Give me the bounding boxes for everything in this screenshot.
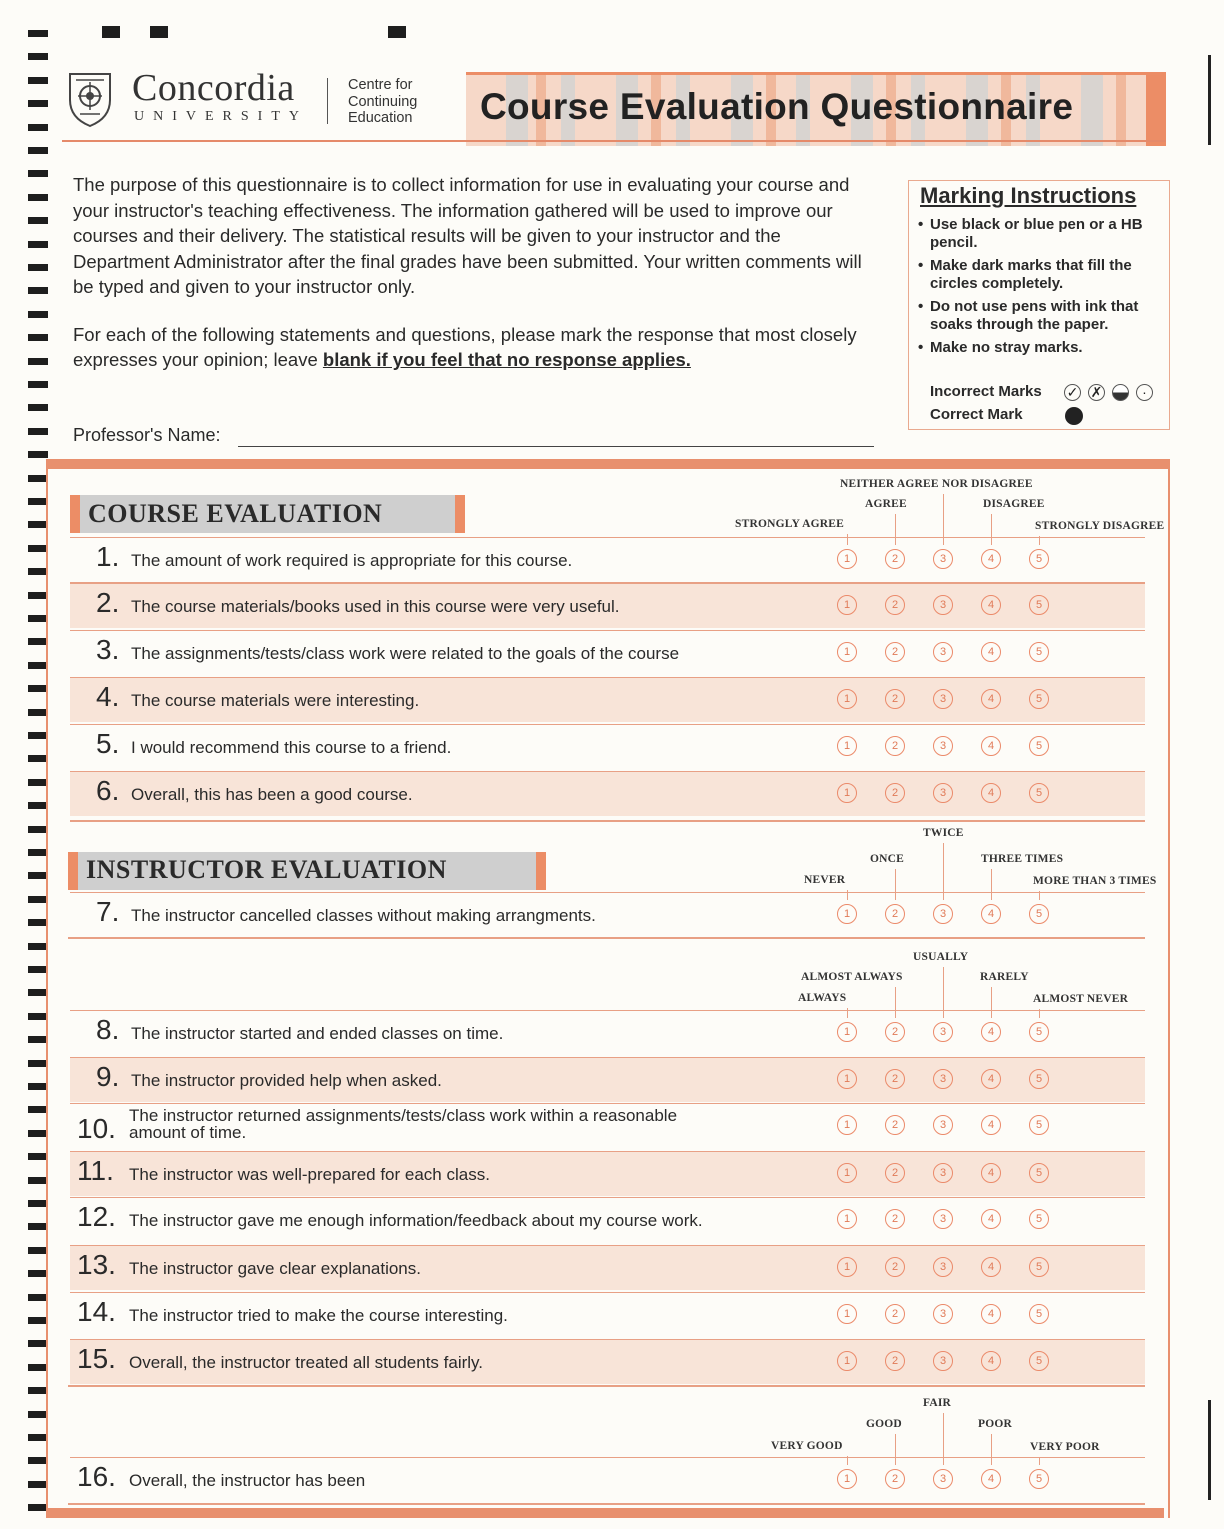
question-number: 1. bbox=[96, 541, 120, 572]
timing-mark bbox=[28, 989, 48, 996]
response-bubble-5[interactable]: 5 bbox=[1029, 783, 1049, 803]
timing-mark bbox=[28, 638, 48, 645]
response-bubble-2[interactable]: 2 bbox=[885, 1351, 905, 1371]
instruction-item: • Make no stray marks. bbox=[918, 339, 1164, 357]
instruction-item: • Do not use pens with ink that soaks through the paper. bbox=[918, 298, 1164, 333]
timing-mark bbox=[28, 194, 48, 201]
question-text: The instructor cancelled classes without making arrangments. bbox=[131, 906, 596, 925]
timing-mark bbox=[28, 1270, 48, 1277]
response-bubble-5[interactable]: 5 bbox=[1029, 1115, 1049, 1135]
timing-mark bbox=[28, 428, 48, 435]
response-bubble-5[interactable]: 5 bbox=[1029, 904, 1049, 924]
timing-mark bbox=[28, 241, 48, 248]
scale-label: POOR bbox=[978, 1418, 1013, 1430]
timing-mark bbox=[28, 170, 48, 177]
timing-mark bbox=[28, 1457, 48, 1464]
timing-mark bbox=[28, 124, 48, 131]
scale-label: NEVER bbox=[804, 874, 846, 886]
timing-mark bbox=[28, 358, 48, 365]
brand-name: Concordia bbox=[132, 67, 295, 109]
section-right-border bbox=[1168, 459, 1170, 1518]
question-text: Overall, the instructor treated all students fairly. bbox=[129, 1353, 484, 1372]
timing-mark bbox=[28, 755, 48, 762]
timing-mark bbox=[28, 919, 48, 926]
scale-label: TWICE bbox=[923, 827, 964, 839]
timing-mark bbox=[28, 1060, 48, 1067]
timing-mark bbox=[28, 779, 48, 786]
response-bubble-1[interactable]: 1 bbox=[837, 1351, 857, 1371]
response-bubble-3[interactable]: 3 bbox=[933, 904, 953, 924]
question-text: The amount of work required is appropriate for this course. bbox=[131, 551, 573, 570]
response-bubble-1[interactable]: 1 bbox=[837, 1069, 857, 1089]
response-bubble-3[interactable]: 3 bbox=[933, 595, 953, 615]
response-bubble-2[interactable]: 2 bbox=[885, 1257, 905, 1277]
question-number: 6. bbox=[96, 775, 120, 806]
timing-mark bbox=[28, 826, 48, 833]
check-mark-icon: ✓ bbox=[1064, 384, 1081, 401]
question-number: 12. bbox=[77, 1201, 116, 1232]
response-bubble-4[interactable]: 4 bbox=[981, 1351, 1001, 1371]
response-bubble-2[interactable]: 2 bbox=[885, 549, 905, 569]
scale-label: GOOD bbox=[866, 1418, 902, 1430]
professor-name-label: Professor's Name: bbox=[73, 425, 221, 445]
scale-label: ONCE bbox=[870, 853, 905, 865]
response-bubble-1[interactable]: 1 bbox=[837, 595, 857, 615]
response-bubble-4[interactable]: 4 bbox=[981, 642, 1001, 662]
timing-mark bbox=[28, 662, 48, 669]
scale-label: VERY POOR bbox=[1030, 1441, 1100, 1453]
correct-mark-label: Correct Mark bbox=[930, 406, 1023, 423]
response-bubble-1[interactable]: 1 bbox=[837, 1304, 857, 1324]
timing-mark bbox=[28, 545, 48, 552]
timing-mark bbox=[28, 1130, 48, 1137]
scale-label: THREE TIMES bbox=[981, 853, 1064, 865]
marking-instructions-list bbox=[918, 216, 1164, 363]
brand-subtitle: UNIVERSITY bbox=[134, 109, 308, 124]
question-number: 3. bbox=[96, 634, 120, 665]
question-number: 4. bbox=[96, 681, 120, 712]
question-text: The instructor gave clear explanations. bbox=[129, 1259, 421, 1278]
timing-mark bbox=[28, 1340, 48, 1347]
timing-mark bbox=[28, 1504, 48, 1511]
question-number: 11. bbox=[77, 1155, 114, 1186]
timing-mark bbox=[28, 802, 48, 809]
timing-mark bbox=[28, 732, 48, 739]
response-bubble-4[interactable]: 4 bbox=[981, 783, 1001, 803]
intro-paragraph-2 bbox=[73, 322, 873, 373]
response-bubble-3[interactable]: 3 bbox=[933, 642, 953, 662]
intro-emphasis: blank if you feel that no response applies. bbox=[322, 349, 691, 370]
scale-label: ALMOST NEVER bbox=[1033, 993, 1129, 1005]
timing-mark bbox=[28, 1223, 48, 1230]
timing-mark bbox=[28, 287, 48, 294]
instruction-item: • Use black or blue pen or a HB pencil. bbox=[918, 216, 1164, 251]
timing-mark bbox=[28, 1411, 48, 1418]
response-bubble-2[interactable]: 2 bbox=[885, 783, 905, 803]
response-bubble-3[interactable]: 3 bbox=[933, 1469, 953, 1489]
timing-mark bbox=[28, 1387, 48, 1394]
response-bubble-5[interactable]: 5 bbox=[1029, 642, 1049, 662]
response-bubble-1[interactable]: 1 bbox=[837, 904, 857, 924]
scale-label: ALMOST ALWAYS bbox=[801, 971, 903, 983]
question-text: The instructor provided help when asked. bbox=[131, 1071, 442, 1090]
registration-mark bbox=[1208, 55, 1211, 145]
timing-mark bbox=[28, 1294, 48, 1301]
timing-mark bbox=[28, 943, 48, 950]
row-divider bbox=[68, 1385, 1145, 1387]
response-bubble-1[interactable]: 1 bbox=[837, 1163, 857, 1183]
timing-mark bbox=[28, 568, 48, 575]
response-bubble-3[interactable]: 3 bbox=[933, 1209, 953, 1229]
timing-mark bbox=[28, 1481, 48, 1488]
timing-mark bbox=[28, 217, 48, 224]
intro-text bbox=[73, 172, 873, 395]
timing-mark bbox=[28, 1036, 48, 1043]
response-bubble-5[interactable]: 5 bbox=[1029, 736, 1049, 756]
response-bubble-4[interactable]: 4 bbox=[981, 1257, 1001, 1277]
registration-mark bbox=[388, 26, 406, 38]
response-bubble-3[interactable]: 3 bbox=[933, 549, 953, 569]
section-bottom-band bbox=[46, 1508, 1164, 1518]
timing-mark bbox=[28, 1013, 48, 1020]
response-bubble-5[interactable]: 5 bbox=[1029, 1351, 1049, 1371]
header-divider bbox=[327, 78, 328, 124]
response-bubble-3[interactable]: 3 bbox=[933, 1022, 953, 1042]
response-bubble-3[interactable]: 3 bbox=[933, 1115, 953, 1135]
scale-label: MORE THAN 3 TIMES bbox=[1033, 875, 1157, 887]
timing-mark bbox=[28, 475, 48, 482]
incorrect-marks-label: Incorrect Marks bbox=[930, 383, 1042, 400]
response-bubble-5[interactable]: 5 bbox=[1029, 549, 1049, 569]
response-bubble-3[interactable]: 3 bbox=[933, 1304, 953, 1324]
timing-mark bbox=[28, 521, 48, 528]
timing-mark bbox=[28, 1434, 48, 1441]
question-text: Overall, this has been a good course. bbox=[131, 785, 413, 804]
timing-mark bbox=[28, 896, 48, 903]
section-top-band bbox=[46, 459, 1170, 469]
row-divider bbox=[68, 937, 1145, 939]
question-text: I would recommend this course to a friend. bbox=[131, 738, 452, 757]
intro-paragraph-1: The purpose of this questionnaire is to collect information for use in evaluating your course and your instructor's teaching effectiveness. The information gathered will be used to improve our courses and their delivery. The statistical results will be given to your instructor and the Department Administrator after the final grades have been submitted. Your written comments will be typed and given to your instructor only. bbox=[73, 174, 862, 297]
response-bubble-2[interactable]: 2 bbox=[885, 1163, 905, 1183]
response-bubble-4[interactable]: 4 bbox=[981, 1209, 1001, 1229]
response-bubble-1[interactable]: 1 bbox=[837, 1115, 857, 1135]
response-bubble-3[interactable]: 3 bbox=[933, 1163, 953, 1183]
question-number: 2. bbox=[96, 587, 120, 618]
filled-circle-icon bbox=[1065, 407, 1083, 425]
response-bubble-5[interactable]: 5 bbox=[1029, 1257, 1049, 1277]
timing-mark bbox=[28, 264, 48, 271]
response-bubble-2[interactable]: 2 bbox=[885, 1209, 905, 1229]
response-bubble-2[interactable]: 2 bbox=[885, 904, 905, 924]
response-bubble-2[interactable]: 2 bbox=[885, 689, 905, 709]
response-bubble-1[interactable]: 1 bbox=[837, 1257, 857, 1277]
header-rule bbox=[62, 140, 1166, 142]
response-bubble-2[interactable]: 2 bbox=[885, 736, 905, 756]
instruction-item: • Make dark marks that fill the circles completely. bbox=[918, 257, 1164, 292]
response-bubble-2[interactable]: 2 bbox=[885, 1304, 905, 1324]
timing-mark bbox=[28, 1106, 48, 1113]
marking-instructions-title: Marking Instructions bbox=[920, 183, 1137, 208]
response-bubble-5[interactable]: 5 bbox=[1029, 689, 1049, 709]
timing-mark bbox=[28, 1364, 48, 1371]
timing-mark bbox=[28, 311, 48, 318]
response-bubble-4[interactable]: 4 bbox=[981, 904, 1001, 924]
scale-label: AGREE bbox=[865, 498, 907, 510]
question-text: The instructor returned assignments/tests/class work within a reasonable bbox=[129, 1106, 678, 1125]
row-divider bbox=[68, 1503, 1145, 1505]
timing-mark bbox=[28, 615, 48, 622]
question-number: 5. bbox=[96, 728, 120, 759]
response-bubble-4[interactable]: 4 bbox=[981, 689, 1001, 709]
response-bubble-2[interactable]: 2 bbox=[885, 1069, 905, 1089]
response-bubble-1[interactable]: 1 bbox=[837, 1209, 857, 1229]
response-bubble-3[interactable]: 3 bbox=[933, 1351, 953, 1371]
response-bubble-4[interactable]: 4 bbox=[981, 1469, 1001, 1489]
response-bubble-2[interactable]: 2 bbox=[885, 1115, 905, 1135]
scale-label: ALWAYS bbox=[798, 992, 847, 1004]
timing-mark bbox=[28, 685, 48, 692]
scale-label: STRONGLY DISAGREE bbox=[1035, 520, 1165, 532]
response-bubble-1[interactable]: 1 bbox=[837, 736, 857, 756]
timing-mark bbox=[28, 1083, 48, 1090]
response-bubble-4[interactable]: 4 bbox=[981, 1069, 1001, 1089]
response-bubble-3[interactable]: 3 bbox=[933, 1069, 953, 1089]
timing-mark bbox=[28, 53, 48, 60]
centre-name: Centre for Continuing Education bbox=[348, 77, 418, 126]
registration-mark bbox=[102, 26, 120, 38]
instructor-evaluation-title: INSTRUCTOR EVALUATION bbox=[86, 855, 447, 884]
response-bubble-1[interactable]: 1 bbox=[837, 1022, 857, 1042]
response-bubble-4[interactable]: 4 bbox=[981, 549, 1001, 569]
question-text-continued: amount of time. bbox=[129, 1123, 247, 1142]
response-bubble-2[interactable]: 2 bbox=[885, 1022, 905, 1042]
response-bubble-4[interactable]: 4 bbox=[981, 1304, 1001, 1324]
question-text: The assignments/tests/class work were related to the goals of the course bbox=[131, 644, 680, 663]
scale-label: DISAGREE bbox=[983, 498, 1045, 510]
response-bubble-3[interactable]: 3 bbox=[933, 783, 953, 803]
question-number: 10. bbox=[77, 1113, 116, 1144]
response-bubble-5[interactable]: 5 bbox=[1029, 1469, 1049, 1489]
timing-mark bbox=[28, 849, 48, 856]
timing-mark bbox=[28, 1247, 48, 1254]
question-text: The instructor was well-prepared for each class. bbox=[129, 1165, 490, 1184]
row-divider bbox=[70, 820, 1145, 822]
question-text: Overall, the instructor has been bbox=[129, 1471, 366, 1490]
registration-mark bbox=[150, 26, 168, 38]
timing-mark bbox=[28, 147, 48, 154]
timing-mark bbox=[28, 498, 48, 505]
timing-mark bbox=[28, 592, 48, 599]
response-bubble-1[interactable]: 1 bbox=[837, 549, 857, 569]
response-bubble-2[interactable]: 2 bbox=[885, 642, 905, 662]
response-bubble-4[interactable]: 4 bbox=[981, 595, 1001, 615]
response-bubble-3[interactable]: 3 bbox=[933, 689, 953, 709]
question-text: The course materials were interesting. bbox=[131, 691, 420, 710]
timing-mark bbox=[28, 30, 48, 37]
response-bubble-4[interactable]: 4 bbox=[981, 736, 1001, 756]
response-bubble-2[interactable]: 2 bbox=[885, 1469, 905, 1489]
timing-mark bbox=[28, 404, 48, 411]
scale-label: USUALLY bbox=[913, 951, 969, 963]
scale-label: FAIR bbox=[923, 1397, 952, 1409]
page-title: Course Evaluation Questionnaire bbox=[480, 86, 1074, 127]
timing-mark bbox=[28, 1317, 48, 1324]
half-filled-mark-icon bbox=[1112, 384, 1129, 401]
response-bubble-1[interactable]: 1 bbox=[837, 1469, 857, 1489]
response-bubble-2[interactable]: 2 bbox=[885, 595, 905, 615]
intro-paragraph-2-text: For each of the following statements and questions, please mark the response that most closely expresses your opinion; leave bbox=[73, 323, 857, 370]
timing-mark bbox=[28, 872, 48, 879]
question-text: The course materials/books used in this course were very useful. bbox=[131, 597, 620, 616]
scale-label: VERY GOOD bbox=[771, 1440, 843, 1452]
scale-label: NEITHER AGREE NOR DISAGREE bbox=[840, 478, 1033, 490]
timing-mark bbox=[28, 381, 48, 388]
question-text: The instructor gave me enough information/feedback about my course work. bbox=[129, 1211, 703, 1230]
response-bubble-5[interactable]: 5 bbox=[1029, 1163, 1049, 1183]
course-evaluation-title: COURSE EVALUATION bbox=[88, 499, 383, 528]
question-number: 14. bbox=[77, 1296, 116, 1327]
concordia-seal-logo bbox=[66, 70, 114, 128]
timing-mark bbox=[28, 1153, 48, 1160]
question-number: 7. bbox=[96, 896, 120, 927]
response-bubble-5[interactable]: 5 bbox=[1029, 1209, 1049, 1229]
timing-mark bbox=[28, 100, 48, 107]
x-mark-icon: ✗ bbox=[1088, 384, 1105, 401]
response-bubble-1[interactable]: 1 bbox=[837, 689, 857, 709]
timing-mark bbox=[28, 1200, 48, 1207]
question-number: 8. bbox=[96, 1014, 120, 1045]
timing-mark bbox=[28, 1177, 48, 1184]
timing-mark bbox=[28, 966, 48, 973]
question-number: 15. bbox=[77, 1343, 116, 1374]
response-bubble-4[interactable]: 4 bbox=[981, 1163, 1001, 1183]
response-bubble-5[interactable]: 5 bbox=[1029, 1022, 1049, 1042]
question-text: The instructor tried to make the course interesting. bbox=[129, 1306, 508, 1325]
dot-mark-icon: · bbox=[1136, 384, 1153, 401]
timing-mark bbox=[28, 709, 48, 716]
professor-name-field[interactable] bbox=[238, 446, 874, 447]
timing-mark bbox=[28, 77, 48, 84]
response-bubble-5[interactable]: 5 bbox=[1029, 1069, 1049, 1089]
registration-mark bbox=[1208, 1400, 1211, 1500]
response-bubble-4[interactable]: 4 bbox=[981, 1022, 1001, 1042]
response-bubble-3[interactable]: 3 bbox=[933, 736, 953, 756]
question-number: 16. bbox=[77, 1461, 116, 1492]
row-divider bbox=[70, 582, 1145, 584]
response-bubble-3[interactable]: 3 bbox=[933, 1257, 953, 1277]
section-left-border bbox=[46, 459, 48, 1518]
scale-label: STRONGLY AGREE bbox=[735, 518, 844, 530]
scale-label: RARELY bbox=[980, 971, 1029, 983]
timing-mark bbox=[28, 334, 48, 341]
question-text: The instructor started and ended classes on time. bbox=[131, 1024, 504, 1043]
timing-mark bbox=[28, 451, 48, 458]
response-bubble-1[interactable]: 1 bbox=[837, 642, 857, 662]
response-bubble-5[interactable]: 5 bbox=[1029, 1304, 1049, 1324]
response-bubble-4[interactable]: 4 bbox=[981, 1115, 1001, 1135]
question-number: 13. bbox=[77, 1249, 116, 1280]
response-bubble-1[interactable]: 1 bbox=[837, 783, 857, 803]
question-number: 9. bbox=[96, 1061, 120, 1092]
response-bubble-5[interactable]: 5 bbox=[1029, 595, 1049, 615]
